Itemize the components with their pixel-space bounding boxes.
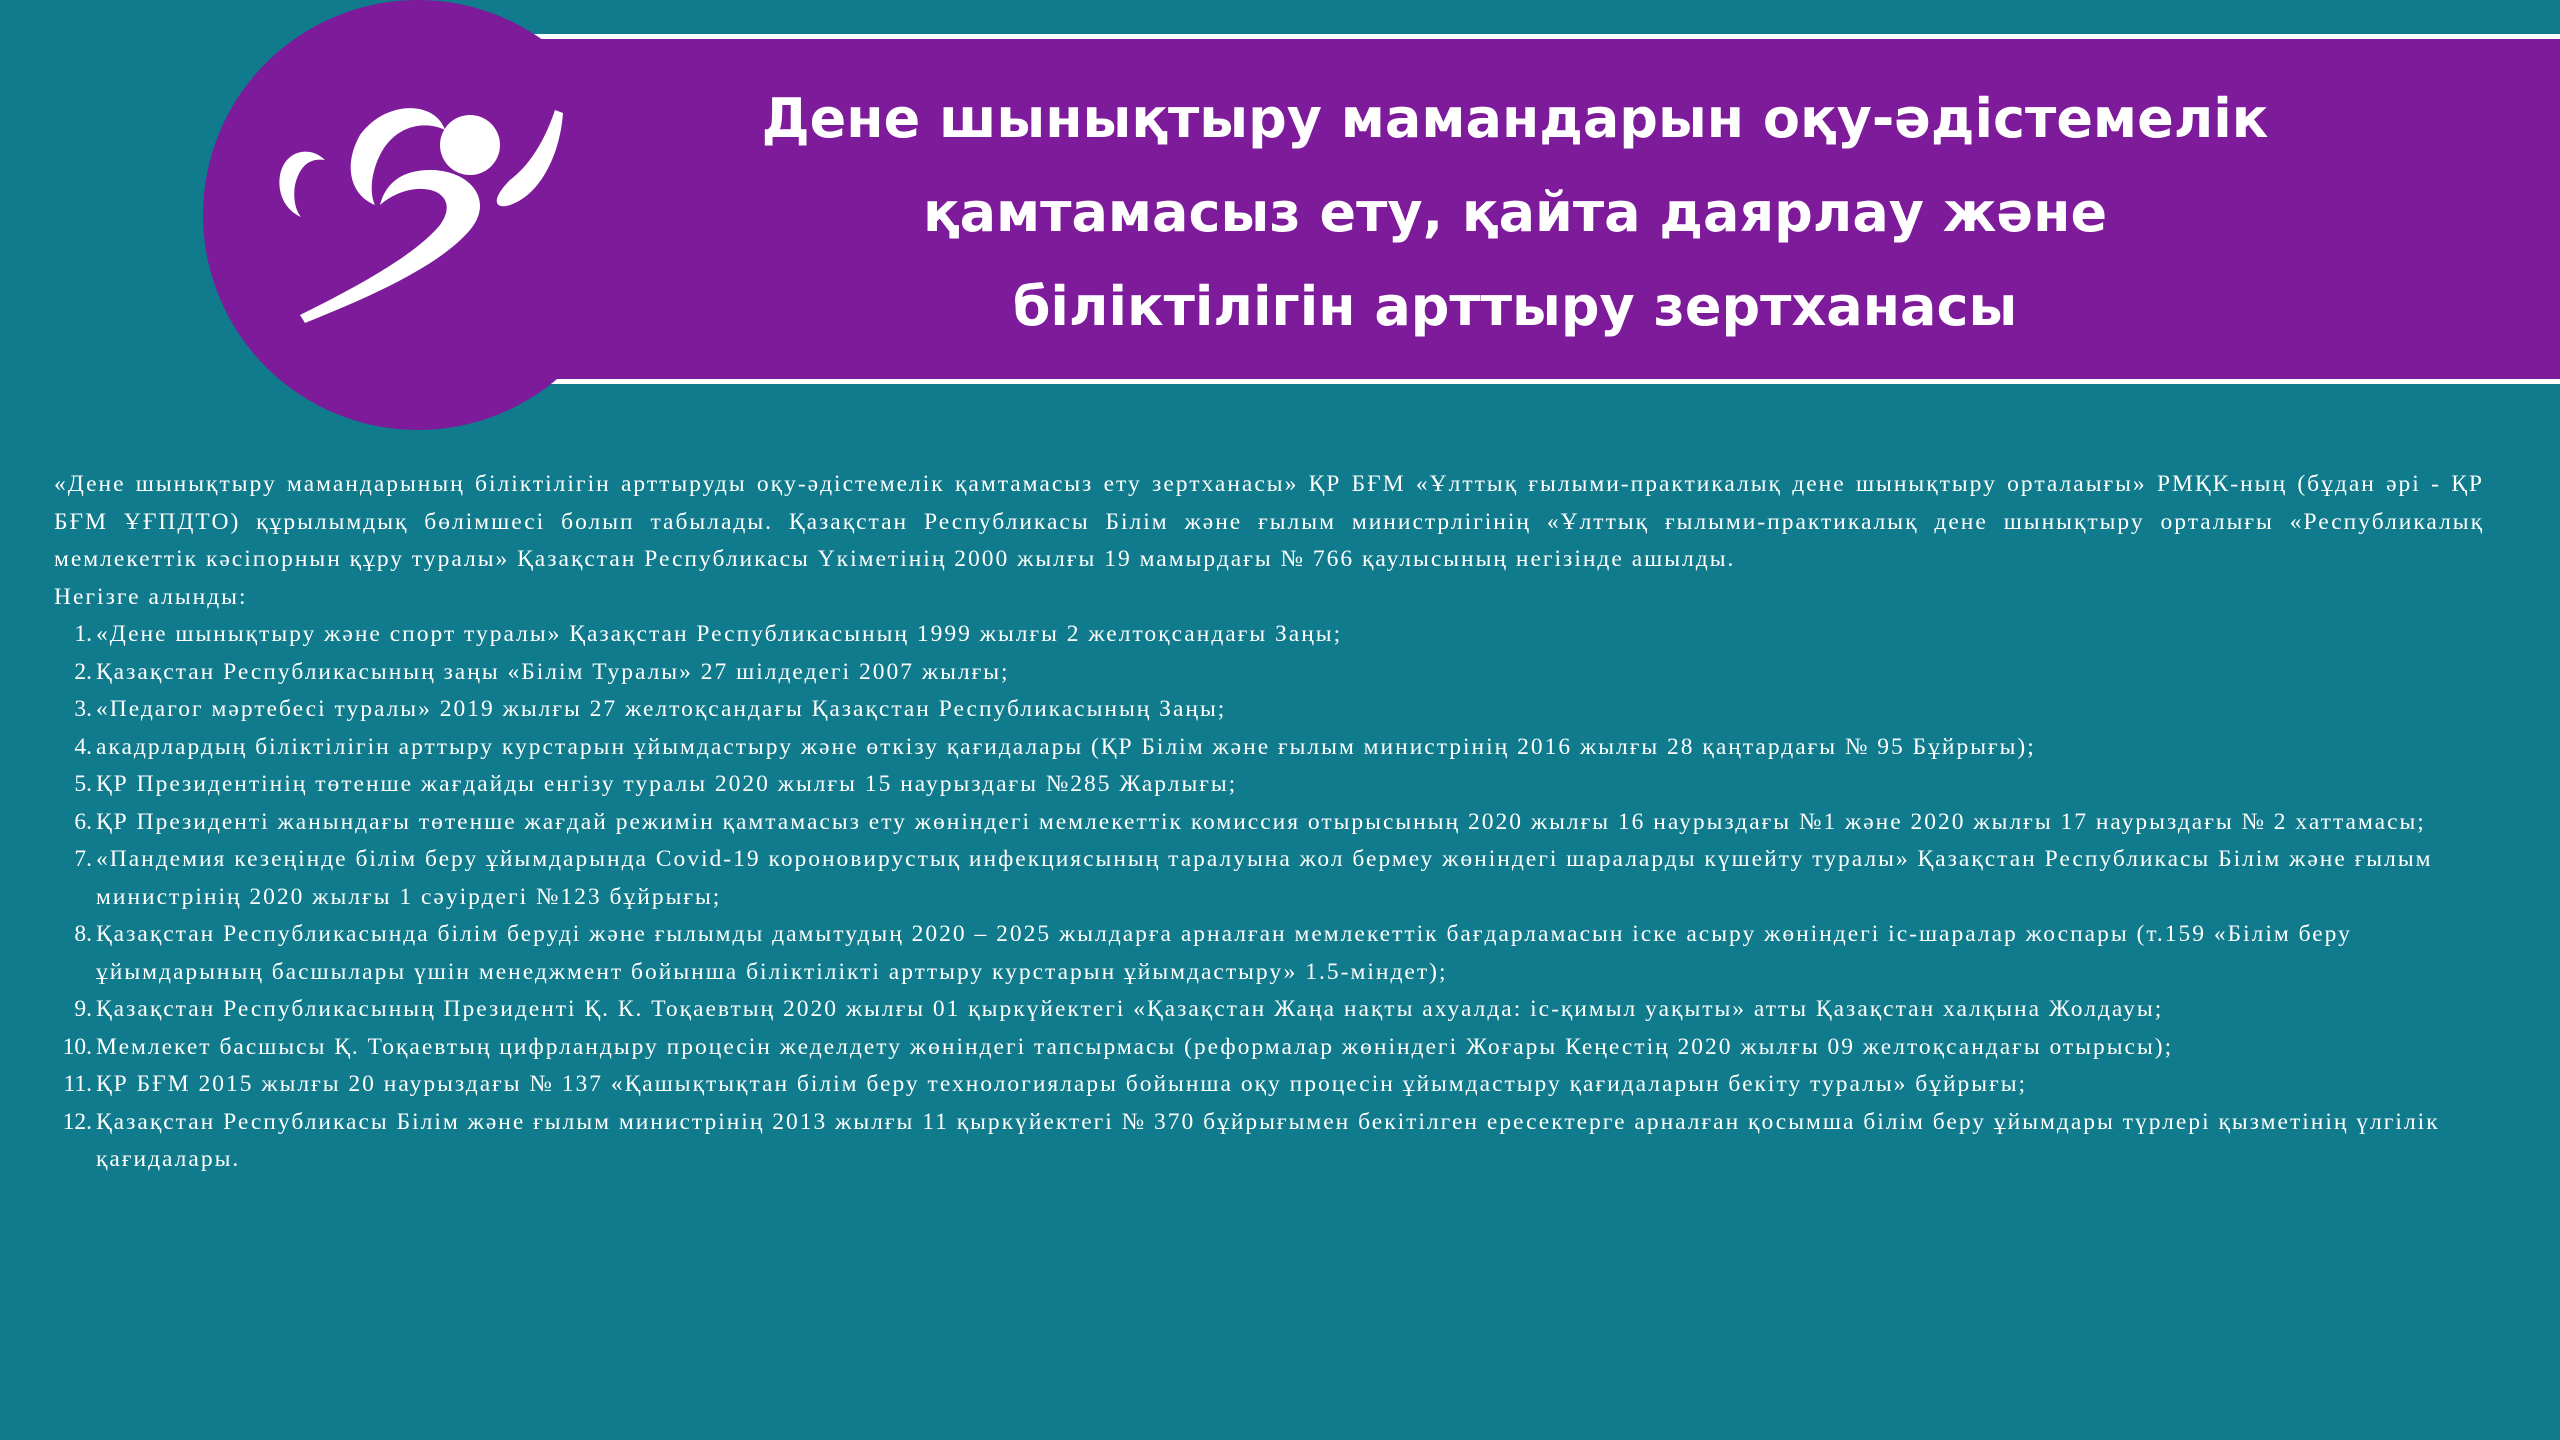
item-text: Қазақстан Республикасында білім беруді және ғылымды дамытудың 2020 – 2025 жылдарға арналған мемлекеттік бағдарламасын іске асыру жөніндегі іс-шаралар жоспары (т.159 «Білім беру ұйымдарының басшылары үшін менеджмент бойынша біліктілікті арттыру курстарын ұйымдастыру» 1.5-міндет); <box>96 921 2352 985</box>
item-number: 7. <box>74 846 92 872</box>
list-item <box>54 804 2484 842</box>
list-item <box>54 766 2484 804</box>
list-item <box>54 841 2484 916</box>
list-item <box>54 1104 2484 1179</box>
item-number: 5. <box>74 771 92 797</box>
list-item <box>54 1029 2484 1067</box>
item-text: «Педагог мәртебесі туралы» 2019 жылғы 27 желтоқсандағы Қазақстан Республикасының Заңы; <box>96 696 1227 722</box>
item-number: 4. <box>74 733 92 760</box>
legal-basis-list <box>54 616 2484 1179</box>
item-text: ҚР Президентінің төтенше жағдайды енгізу туралы 2020 жылғы 15 наурыздағы №285 Жарлығы; <box>96 771 1238 797</box>
list-item <box>54 654 2484 692</box>
basis-label: Негізге алынды: <box>54 583 248 610</box>
list-item <box>54 729 2484 767</box>
list-item <box>54 691 2484 729</box>
item-number: 3. <box>74 696 92 722</box>
title-line: Дене шынықтыру мамандарын оқу-әдістемелік <box>761 87 2269 150</box>
item-number: 2. <box>74 658 92 685</box>
item-text: «Пандемия кезеңінде білім беру ұйымдарында Covid-19 короновирустық инфекциясының таралуына жол бермеу жөніндегі шараларды күшейту туралы» Қазақстан Республикасы Білім және ғылым министрінің 2020 жылғы 1 сәуірдегі №123 бұйрығы; <box>96 846 2433 910</box>
header-banner <box>0 0 2560 430</box>
main-content <box>54 466 2484 1179</box>
item-number: 9. <box>74 996 92 1022</box>
item-number: 1. <box>74 621 92 647</box>
title-line: қамтамасыз ету, қайта даярлау және <box>922 181 2108 244</box>
list-item <box>54 991 2484 1029</box>
item-number: 12. <box>62 1108 92 1135</box>
runner-icon <box>265 85 585 335</box>
page-title <box>660 72 2370 354</box>
item-text: ҚР БҒМ 2015 жылғы 20 наурыздағы № 137 «Қашықтықтан білім беру технологиялары бойынша оқу процесін ұйымдастыру қағидаларын бекіту туралы» бұйрығы; <box>96 1071 2028 1097</box>
item-number: 11. <box>63 1071 92 1097</box>
intro-paragraph: «Дене шынықтыру мамандарының біліктілігін арттыруды оқу-әдістемелік қамтамасыз ету зертханасы» ҚР БҒМ «Ұлттық ғылыми-практикалық дене шынықтыру орталаығы» РМҚК-ның (бұдан әрі - ҚР БҒМ ҰҒПДТО) құрылымдық бөлімшесі болып табылады. Қазақстан Республикасы Білім және ғылым министрлігінің «Ұлттық ғылыми-практикалық дене шынықтыру орталығы «Республикалық мемлекеттік кәсіпорнын құру туралы» Қазақстан Республикасы Үкіметінің 2000 жылғы 19 мамырдағы № 766 қаулысының негізінде ашылды. <box>54 471 2484 572</box>
item-number: 10. <box>62 1033 92 1060</box>
item-text: акадрлардың біліктілігін арттыру курстарын ұйымдастыру және өткізу қағидалары (ҚР Білім және ғылым министрінің 2016 жылғы 28 қаңтардағы № 95 Бұйрығы); <box>96 733 2036 760</box>
item-text: Қазақстан Республикасының Президенті Қ. К. Тоқаевтың 2020 жылғы 01 қыркүйектегі «Қазақстан Жаңа нақты ахуалда: іс-қимыл уақыты» атты Қазақстан халқына Жолдауы; <box>96 996 2164 1022</box>
list-item <box>54 616 2484 654</box>
item-text: Мемлекет басшысы Қ. Тоқаевтың цифрландыру процесін жеделдету жөніндегі тапсырмасы (реформалар жөніндегі Жоғары Кеңестің 2020 жылғы 09 желтоқсандағы отырысы); <box>96 1033 2174 1060</box>
title-line: біліктілігін арттыру зертханасы <box>1012 275 2018 338</box>
item-text: Қазақстан Республикасының заңы «Білім Туралы» 27 шілдедегі 2007 жылғы; <box>96 658 1010 685</box>
item-text: «Дене шынықтыру және спорт туралы» Қазақстан Республикасының 1999 жылғы 2 желтоқсандағы Заңы; <box>96 621 1343 647</box>
item-text: ҚР Президенті жанындағы төтенше жағдай режимін қамтамасыз ету жөніндегі мемлекеттік комиссия отырысының 2020 жылғы 16 наурыздағы №1 және 2020 жылғы 17 наурыздағы № 2 хаттамасы; <box>96 808 2426 835</box>
list-item <box>54 1066 2484 1104</box>
item-number: 6. <box>74 808 92 835</box>
list-item <box>54 916 2484 991</box>
item-text: Қазақстан Республикасы Білім және ғылым министрінің 2013 жылғы 11 қыркүйектегі № 370 бұйрығымен бекітілген ересектерге арналған қосымша білім беру ұйымдары түрлері қызметінің үлгілік қағидалары. <box>96 1108 2440 1172</box>
item-number: 8. <box>74 921 92 947</box>
